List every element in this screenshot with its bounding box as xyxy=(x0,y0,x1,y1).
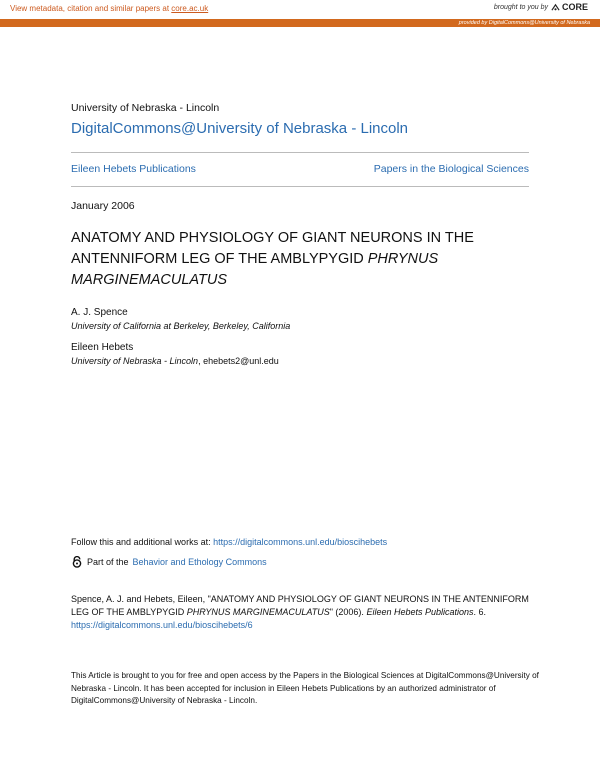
access-notice: This Article is brought to you for free and open access by the Papers in the Biological Sciences at DigitalCommons@University of Nebraska - Lincoln. It has been accepted for inclusion in Eileen Hebets Publications by an authorized administrator of DigitalCommons@University of Nebraska - Lincoln. xyxy=(71,671,539,705)
divider xyxy=(71,152,529,153)
brought-by-label: brought to you by xyxy=(493,3,548,11)
follow-line xyxy=(71,537,387,547)
author-name: A. J. Spence xyxy=(71,307,128,318)
core-logo[interactable] xyxy=(551,2,588,12)
citation-journal: Eileen Hebets Publications xyxy=(366,607,474,617)
citation-text: Spence, A. J. and Hebets, Eileen, "ANATOMY AND PHYSIOLOGY OF GIANT NEURONS IN THE ANTENNIFORM LEG OF THE AMBLYPYGID xyxy=(71,594,529,617)
repository-name[interactable]: DigitalCommons@University of Nebraska - Lincoln xyxy=(71,120,409,137)
publication-date: January 2006 xyxy=(71,200,135,212)
author-name: Eileen Hebets xyxy=(71,342,134,353)
core-site-link[interactable]: core.ac.uk xyxy=(171,4,209,13)
part-of-line xyxy=(71,556,267,568)
title-main: ANATOMY AND PHYSIOLOGY OF GIANT NEURONS IN THE ANTENNIFORM LEG OF THE AMBLYPYGID xyxy=(71,230,474,267)
core-logo-label: CORE xyxy=(561,2,588,12)
author-affiliation xyxy=(71,321,290,331)
core-topbar xyxy=(0,0,600,20)
collection-link-hebets[interactable]: Eileen Hebets Publications xyxy=(71,163,196,175)
citation-block xyxy=(71,593,531,632)
open-access-icon xyxy=(71,556,83,568)
citation-url[interactable]: https://digitalcommons.unl.edu/bioscihebets/6 xyxy=(71,620,253,630)
divider xyxy=(71,186,529,187)
provider-bar xyxy=(0,19,600,27)
citation-number: . 6. xyxy=(473,607,487,617)
brought-to-you-by xyxy=(494,2,588,12)
behavior-ethology-link[interactable]: Behavior and Ethology Commons xyxy=(132,557,267,567)
view-metadata-prefix: View metadata, citation and similar papers at xyxy=(10,4,172,13)
title-species: PHRYNUS MARGINEMACULATUS xyxy=(71,251,439,288)
affiliation-text: University of California at Berkeley, Berkeley, California xyxy=(71,321,291,331)
author-affiliation xyxy=(71,356,279,366)
core-logo-icon xyxy=(551,3,560,12)
view-metadata-link[interactable] xyxy=(10,4,208,13)
institution-name: University of Nebraska - Lincoln xyxy=(71,102,220,114)
citation-species: PHRYNUS MARGINEMACULATUS xyxy=(186,607,330,617)
author-email[interactable]: , ehebets2@unl.edu xyxy=(198,356,279,366)
article-title xyxy=(71,228,491,291)
follow-prefix: Follow this and additional works at: xyxy=(71,537,214,547)
follow-link[interactable]: https://digitalcommons.unl.edu/bioscihebets xyxy=(213,537,388,547)
collection-link-biology[interactable]: Papers in the Biological Sciences xyxy=(373,163,529,175)
citation-year: " (2006). xyxy=(329,607,367,617)
affiliation-text: University of Nebraska - Lincoln xyxy=(71,356,199,366)
part-of-prefix: Part of the xyxy=(87,557,129,567)
provided-by-text[interactable]: provided by DigitalCommons@University of Nebraska xyxy=(458,20,590,26)
